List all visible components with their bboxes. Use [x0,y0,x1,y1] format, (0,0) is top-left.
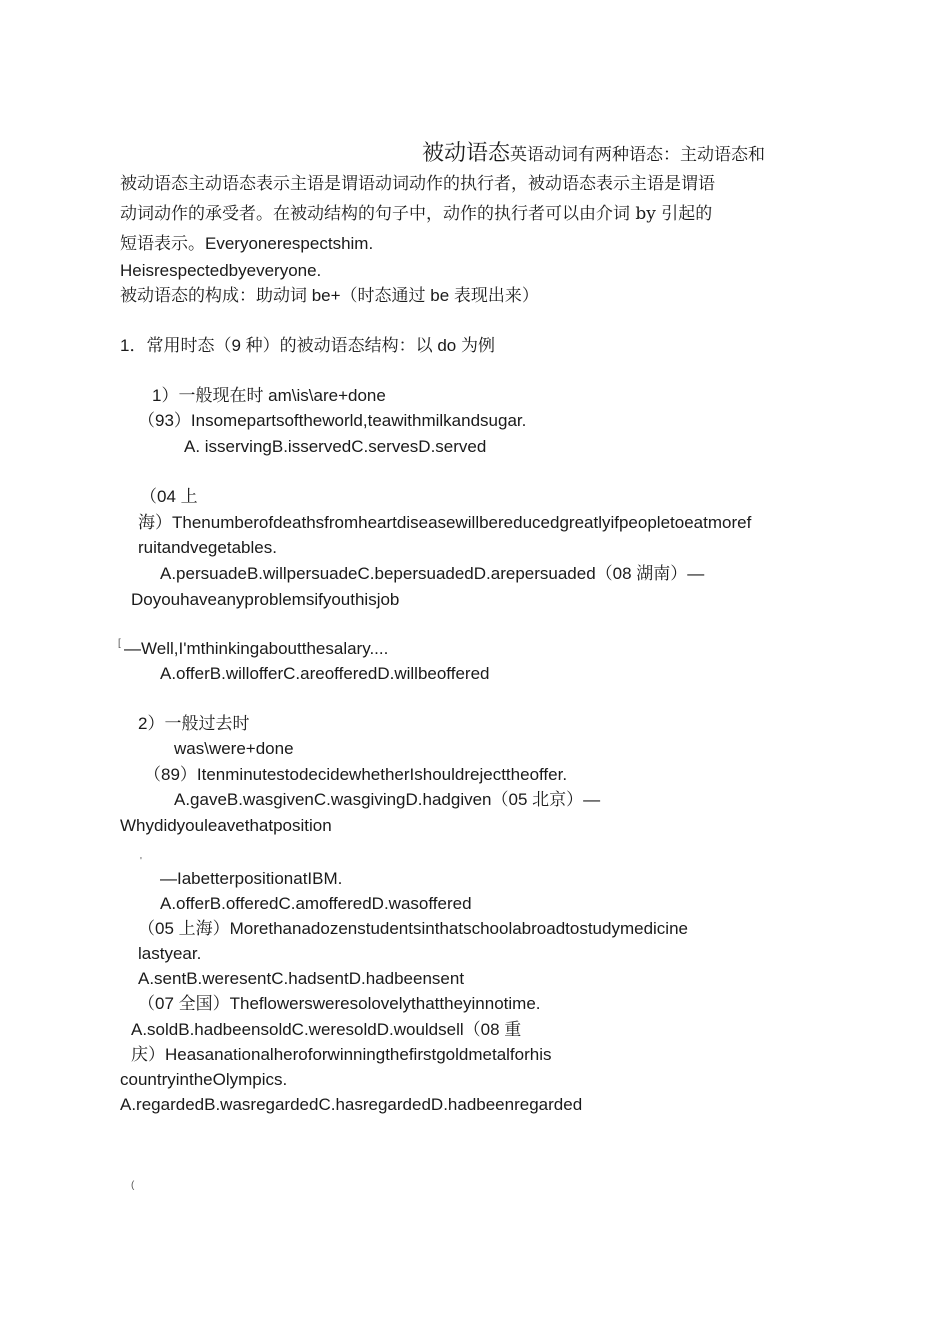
structure-formula: was\were+done [174,739,294,758]
text-line: 短语表示。Everyonerespectshim. [120,234,374,253]
question-text: （05 上海）Morethanadozenstudentsinthatschoolabroadtostudymedicine [138,919,688,938]
question-text: 庆）Heasanationalheroforwinningthefirstgoldmetalforhis [131,1045,552,1064]
answer-options: A.sentB.weresentC.hadsentD.hadbeensent [138,969,465,988]
question-text: （07 全国）Theflowersweresolovelythattheyinnotime. [138,994,541,1013]
text-line: 被动语态主动语态表示主语是谓语动词动作的执行者，被动语态表示主语是谓语 [120,174,715,194]
section-heading: 1．常用时态（9 种）的被动语态结构：以 do 为例 [120,336,495,355]
first-line [422,140,765,164]
question-text: —Well,I'mthinkingaboutthesalary.... [124,639,389,658]
text-line: Heisrespectedbyeveryone. [120,261,322,280]
text-line: 被动语态的构成：助动词 be+（时态通过 be 表现出来） [120,286,539,305]
question-text: （93）Insomepartsoftheworld,teawithmilkandsugar. [138,411,527,430]
answer-options: A.regardedB.wasregardedC.hasregardedD.hadbeenregarded [120,1095,583,1114]
question-source: （04 上 [140,487,198,506]
text-line: 英语动词有两种语态：主动语态和 [510,145,766,165]
answer-options: A.gaveB.wasgivenC.wasgivingD.hadgiven（05 北京）— [174,790,601,809]
question-text: Whydidyouleavethatposition [120,816,332,835]
question-text: lastyear. [138,944,202,963]
question-text: 海）Thenumberofdeathsfromheartdiseasewillbereducedgreatlyifpeopletoeatmoref [138,513,752,532]
subsection-heading: 2）一般过去时 [138,714,250,733]
question-text: Doyouhaveanyproblemsifyouthisjob [131,590,400,609]
answer-options: A.offerB.offeredC.amofferedD.wasoffered [160,894,472,913]
question-text: countryintheOlympics. [120,1070,288,1089]
stray-mark: ' [140,856,142,867]
stray-mark: ( [131,1180,135,1191]
question-text: —IabetterpositionatIBM. [160,869,343,888]
answer-options: A. isservingB.isservedC.servesD.served [184,437,487,456]
question-text: ruitandvegetables. [138,538,277,557]
answer-options: A.offerB.willofferC.areofferedD.willbeoffered [160,664,490,683]
subsection-heading: 1）一般现在时 am\is\are+done [152,386,386,405]
question-text: （89）ItenminutestodecidewhetherIshouldrejecttheoffer. [144,765,568,784]
stray-mark: [ [118,638,121,649]
document-title: 被动语态 [422,141,511,166]
answer-options: A.soldB.hadbeensoldC.weresoldD.wouldsell（08 重 [131,1020,522,1039]
answer-options: A.persuadeB.willpersuadeC.bepersuadedD.arepersuaded（08 湖南）— [160,564,705,583]
text-line: 动词动作的承受者。在被动结构的句子中，动作的执行者可以由介词 by 引起的 [120,204,713,224]
